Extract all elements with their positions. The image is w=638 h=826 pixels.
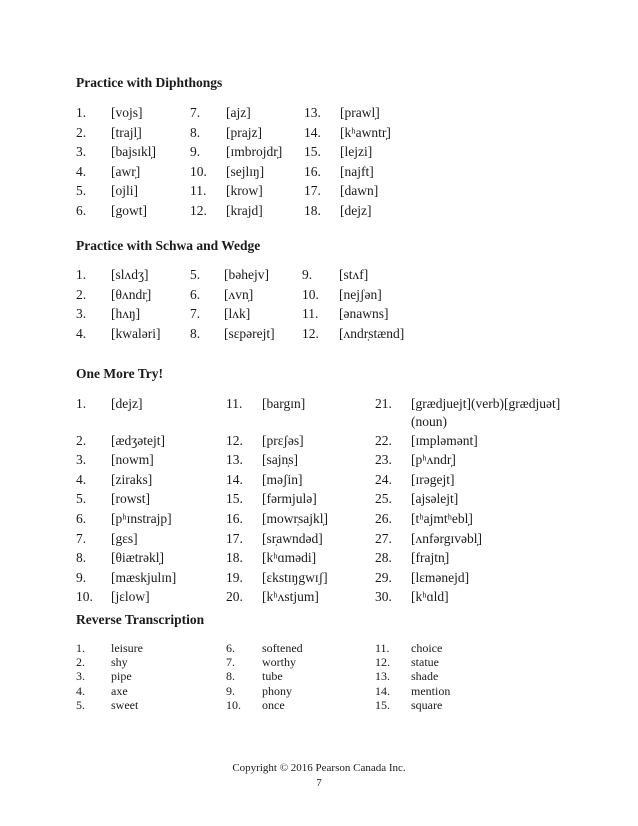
transcription-item: [awr̩] <box>111 163 141 179</box>
transcription-item: [ʌvn̩] <box>224 286 254 302</box>
transcription-item: [sɛpərejt] <box>224 325 275 341</box>
item-number: 10. <box>76 589 93 605</box>
transcription-item: [ziraks] <box>111 471 153 487</box>
transcription-item: [krajd] <box>226 203 263 218</box>
list-row <box>0 698 638 718</box>
transcription-item: [ɛkstɪŋgwɪʃ] <box>262 569 328 585</box>
item-number: 30. <box>375 589 392 605</box>
item-number: 6. <box>226 641 235 655</box>
word-item: leisure <box>111 641 143 655</box>
list-row <box>0 104 638 124</box>
item-number: 10. <box>226 697 241 712</box>
section-title-reverse-transcription: Reverse Transcription <box>76 612 205 627</box>
item-number: 4. <box>76 325 87 341</box>
transcription-item: [ædʒətejt] <box>111 432 165 448</box>
item-number: 12. <box>226 432 243 448</box>
transcription-item: [prawl̩] <box>340 105 380 120</box>
transcription-item: [sajn̩s] <box>262 452 298 468</box>
transcription-item: [kwaləri] <box>111 325 161 341</box>
item-number: 1. <box>76 641 85 655</box>
transcription-item: [ʌndr̩stænd] <box>339 325 405 341</box>
transcription-item: [prɛʃəs] <box>262 432 304 448</box>
section-title-diphthongs: Practice with Diphthongs <box>76 75 223 90</box>
list-row <box>0 395 638 429</box>
list-row <box>0 549 638 569</box>
transcription-item: [kʰɑmədi] <box>262 550 317 566</box>
item-number: 12. <box>302 325 319 341</box>
item-number: 3. <box>76 669 85 684</box>
transcription-item: [ɪmbrojdr̩] <box>226 144 283 160</box>
transcription-item: [ajsəlejt] <box>411 491 459 507</box>
transcription-item: [najft] <box>340 163 374 179</box>
item-number: 6. <box>76 511 87 526</box>
word-item: sweet <box>111 697 139 712</box>
item-number: 25. <box>375 491 392 507</box>
item-number: 5. <box>76 183 87 199</box>
item-number: 9. <box>76 569 87 585</box>
item-number: 2. <box>76 286 87 302</box>
item-number: 11. <box>302 306 319 321</box>
list-row <box>0 286 638 306</box>
transcription-item: [mowr̩sajkl̩] <box>262 511 328 526</box>
item-number: 4. <box>76 163 87 179</box>
item-number: 24. <box>375 471 392 487</box>
transcription-item: [θʌndr̩] <box>111 286 152 302</box>
list-row <box>0 569 638 589</box>
item-number: 15. <box>375 697 390 712</box>
item-number: 6. <box>76 203 87 218</box>
transcription-item: [bargɪn] <box>262 396 306 411</box>
item-number: 7. <box>226 655 235 670</box>
transcription-item: [dejz] <box>111 396 143 411</box>
item-number: 2. <box>76 124 87 140</box>
word-item: shade <box>411 669 439 684</box>
list-row <box>0 305 638 325</box>
list-row <box>0 471 638 491</box>
item-number: 16. <box>226 511 243 526</box>
transcription-item: [bəhejv] <box>224 267 269 282</box>
transcription-item: [fərmjulə] <box>262 491 317 507</box>
item-number: 1. <box>76 267 87 282</box>
item-number: 1. <box>76 396 87 411</box>
item-number: 6. <box>190 286 201 302</box>
item-number: 1. <box>76 105 87 120</box>
word-item: once <box>262 697 285 712</box>
item-number: 13. <box>304 105 321 120</box>
item-number: 3. <box>76 306 87 321</box>
item-number: 14. <box>226 471 243 487</box>
transcription-item: [lejzi] <box>340 144 373 160</box>
word-item: axe <box>111 683 128 698</box>
item-number: 15. <box>304 144 321 160</box>
word-item: phony <box>262 683 292 698</box>
section-title-one-more-try: One More Try! <box>76 366 163 381</box>
transcription-item: [lʌk] <box>224 306 251 321</box>
transcription-item: [nejʃən] <box>339 286 382 302</box>
item-number: 12. <box>375 655 390 670</box>
list-row <box>0 202 638 222</box>
transcription-item: [kʰɑld] <box>411 589 449 605</box>
item-number: 14. <box>304 124 321 140</box>
transcription-item: [nowm] <box>111 452 154 468</box>
item-number: 22. <box>375 432 392 448</box>
list-row <box>0 266 638 286</box>
word-item: statue <box>411 655 439 670</box>
list-row <box>0 182 638 202</box>
transcription-item: [bajsɪkl̩] <box>111 144 156 160</box>
item-number: 7. <box>190 306 201 321</box>
word-item: tube <box>262 669 283 684</box>
transcription-item: [kʰawntr̩] <box>340 124 391 140</box>
item-number: 11. <box>190 183 207 199</box>
item-number: 29. <box>375 569 392 585</box>
transcription-item: [vojs] <box>111 105 143 120</box>
item-number: 13. <box>375 669 390 684</box>
transcription-item: [pʰʌndr̩] <box>411 452 456 468</box>
item-number: 16. <box>304 163 321 179</box>
list-row <box>0 432 638 452</box>
item-number: 8. <box>226 669 235 684</box>
section-title-schwa-wedge: Practice with Schwa and Wedge <box>76 238 261 253</box>
item-number: 8. <box>190 124 201 140</box>
list-row <box>0 530 638 550</box>
transcription-item: [jɛlow] <box>111 589 150 605</box>
transcription-item: [rowst] <box>111 491 150 507</box>
item-number: 23. <box>375 452 392 468</box>
transcription-item: [tʰajmtʰebl̩] <box>411 511 473 526</box>
transcription-item: [ɪmpləmənt] <box>411 432 478 448</box>
item-number: 2. <box>76 655 85 670</box>
item-number: 10. <box>302 286 319 302</box>
transcription-item: [trajl̩] <box>111 124 142 140</box>
transcription-item: [ajz] <box>226 105 251 120</box>
list-row <box>0 451 638 471</box>
transcription-item: [dejz] <box>340 203 372 218</box>
item-number: 26. <box>375 511 392 526</box>
list-row <box>0 163 638 183</box>
transcription-item: [krow] <box>226 183 263 199</box>
item-number: 18. <box>304 203 321 218</box>
item-number: 13. <box>226 452 243 468</box>
transcription-note: (noun) <box>411 414 447 429</box>
transcription-item: [kʰʌstjum] <box>262 589 319 605</box>
transcription-item: [θiætrəkl̩] <box>111 550 164 566</box>
transcription-item: [slʌdʒ] <box>111 267 149 282</box>
transcription-item: [frajtn̩] <box>411 550 450 566</box>
transcription-item: [stʌf] <box>339 267 369 282</box>
item-number: 18. <box>226 550 243 566</box>
item-number: 9. <box>226 683 235 698</box>
transcription-item: [ojli] <box>111 183 138 199</box>
word-item: choice <box>411 641 443 655</box>
transcription-item: [sejlɪŋ] <box>226 163 265 179</box>
item-number: 17. <box>226 530 243 546</box>
transcription-item: [ʌnfərgɪvəbl̩] <box>411 530 482 546</box>
transcription-item: [pʰɪnstrajp] <box>111 511 172 526</box>
item-number: 10. <box>190 163 207 179</box>
item-number: 9. <box>302 267 313 282</box>
item-number: 5. <box>76 491 87 507</box>
transcription-item: [sr̩awndəd] <box>262 530 323 546</box>
item-number: 20. <box>226 589 243 605</box>
transcription-item: [hʌŋ] <box>111 306 141 321</box>
list-row <box>0 124 638 144</box>
list-row <box>0 325 638 345</box>
list-row <box>0 490 638 510</box>
item-number: 12. <box>190 203 207 218</box>
item-number: 8. <box>76 550 87 566</box>
list-row <box>0 143 638 163</box>
item-number: 11. <box>375 641 390 655</box>
item-number: 7. <box>76 530 87 546</box>
item-number: 5. <box>76 697 85 712</box>
page-number: 7 <box>316 777 322 789</box>
item-number: 8. <box>190 325 201 341</box>
transcription-item: [dawn] <box>340 183 379 199</box>
transcription-item: [lɛmənejd] <box>411 569 470 585</box>
list-row <box>0 588 638 608</box>
word-item: softened <box>262 641 303 655</box>
transcription-item: [məʃin] <box>262 471 303 487</box>
item-number: 27. <box>375 530 392 546</box>
word-item: shy <box>111 655 128 670</box>
list-row <box>0 510 638 530</box>
copyright-footer: Copyright © 2016 Pearson Canada Inc. <box>232 762 406 774</box>
item-number: 7. <box>190 105 201 120</box>
item-number: 17. <box>304 183 321 199</box>
transcription-item: [prajz] <box>226 124 262 140</box>
word-item: square <box>411 697 443 712</box>
item-number: 14. <box>375 683 390 698</box>
item-number: 11. <box>226 396 243 411</box>
item-number: 5. <box>190 267 201 282</box>
item-number: 15. <box>226 491 243 507</box>
item-number: 3. <box>76 452 87 468</box>
word-item: mention <box>411 683 451 698</box>
word-item: worthy <box>262 655 296 670</box>
transcription-item: [gowt] <box>111 203 147 218</box>
item-number: 2. <box>76 432 87 448</box>
item-number: 4. <box>76 683 85 698</box>
transcription-item: [ɪrəgejt] <box>411 471 455 487</box>
item-number: 9. <box>190 144 201 160</box>
item-number: 19. <box>226 569 243 585</box>
transcription-item: [mæskjulɪn] <box>111 569 177 585</box>
item-number: 28. <box>375 550 392 566</box>
transcription-item: [ənawns] <box>339 306 389 321</box>
item-number: 4. <box>76 471 87 487</box>
transcription-item: [gɛs] <box>111 530 138 546</box>
transcription-item: [grædjuejt](verb)[grædjuət] <box>411 396 561 411</box>
item-number: 3. <box>76 144 87 160</box>
word-item: pipe <box>111 669 132 684</box>
item-number: 21. <box>375 396 392 411</box>
